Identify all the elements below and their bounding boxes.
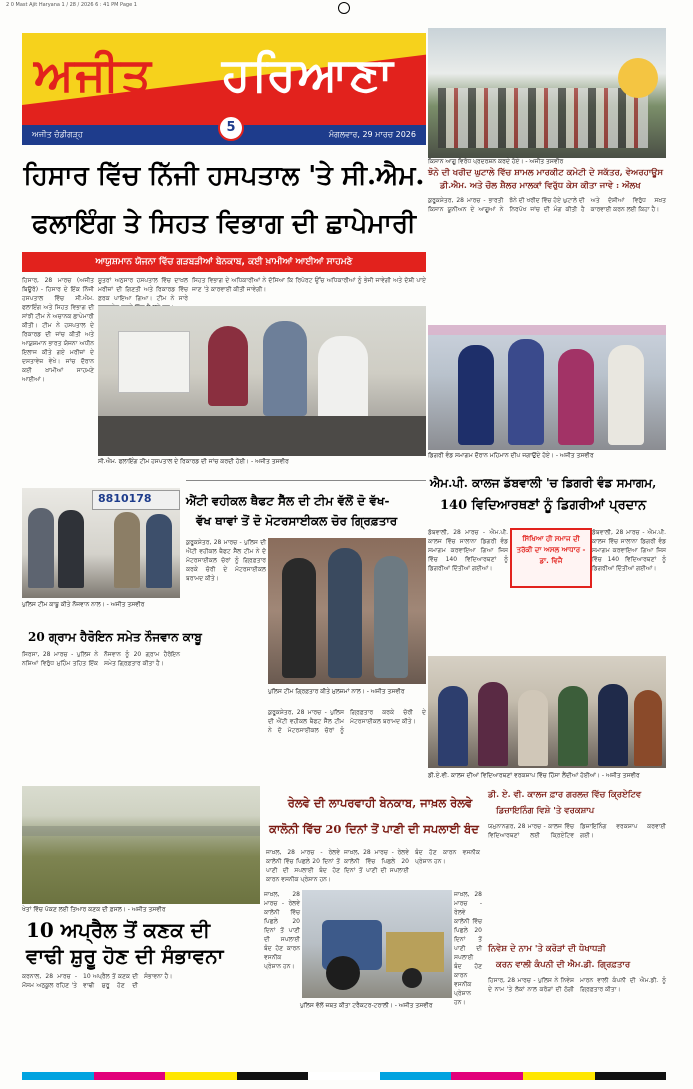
railway-headline-2: ਕਾਲੋਨੀ ਵਿੱਚ 20 ਦਿਨਾਂ ਤੋਂ ਪਾਣੀ ਦੀ ਸਪਲਾਈ ਬੰਦ: [269, 822, 479, 836]
wheat-headline-2: ਵਾਢੀ ਸ਼ੁਰੂ ਹੋਣ ਦੀ ਸੰਭਾਵਨਾ: [26, 944, 224, 968]
workshop-photo: [428, 656, 666, 768]
lead-headline-line2: ਫਲਾਇੰਗ ਤੇ ਸਿਹਤ ਵਿਭਾਗ ਦੀ ਛਾਪੇਮਾਰੀ: [32, 209, 416, 239]
top-right-headline-2: ਡੀ.ਐਮ. ਅਤੇ ਚੌਲ ਸ਼ੈਲਰ ਮਾਲਕਾਂ ਵਿਰੁੱਧ ਕੇਸ ਕੀਤਾ ਜਾਵੇ : ਔਲਖ: [440, 181, 641, 191]
masthead: [22, 33, 426, 145]
top-right-body: ਕੁਰੂਕਸ਼ੇਤਰ, 28 ਮਾਰਚ - ਭਾਰਤੀ ਕਿਸਾਨ ਯੂਨੀਅਨ ਦੇ ਆਗੂਆਂ ਨੇ ਝੋਨੇ ਦੀ ਖਰੀਦ ਵਿੱਚ ਹੋਏ ਘੁਟਾਲੇ ਦੀ ਨਿਰਪੱਖ ਜਾਂਚ ਦੀ ਮੰਗ ਕੀਤੀ ਹੈ ਅਤੇ ਦੋਸ਼ੀਆਂ ਵਿਰੁੱਧ ਸਖ਼ਤ ਕਾਰਵਾਈ ਕਰਨ ਲਈ ਕਿਹਾ ਹੈ।: [428, 197, 666, 213]
lead-headline-line1: ਹਿਸਾਰ ਵਿੱਚ ਨਿੱਜੀ ਹਸਪਤਾਲ 'ਤੇ ਸੀ.ਐਮ.: [23, 161, 425, 191]
farmers-protest-photo: [428, 28, 666, 158]
vehicle-theft-body-2: ਕੁਰੂਕਸ਼ੇਤਰ, 28 ਮਾਰਚ - ਪੁਲਿਸ ਦੀ ਐਂਟੀ ਵਹੀਕਲ ਥੈਫਟ ਸੈੱਲ ਟੀਮ ਨੇ ਦੋ ਮੋਟਰਸਾਈਕਲ ਚੋਰਾਂ ਨੂੰ ਗ੍ਰਿਫ਼ਤਾਰ ਕਰਕੇ ਚੋਰੀ ਦੇ ਮੋਟਰਸਾਈਕਲ ਬਰਾਮਦ ਕੀਤੇ।: [268, 709, 426, 734]
convocation-headline-1: ਐਮ.ਪੀ. ਕਾਲਜ ਡੱਬਵਾਲੀ 'ਚ ਡਿਗਰੀ ਵੰਡ ਸਮਾਗਮ,: [430, 476, 657, 490]
cmyk-color-bar: [22, 1072, 666, 1080]
print-info-strip: 2 0 Mast Ajit Haryana 1 / 28 / 2026 6 : 41 PM Page 1: [6, 2, 137, 8]
masthead-info-bar: [22, 120, 426, 145]
farmers-photo-caption: ਕਿਸਾਨ ਆਗੂ ਵਿਰੋਧ ਪ੍ਰਦਰਸ਼ਨ ਕਰਦੇ ਹੋਏ। - ਅਜੀਤ ਤਸਵੀਰ: [428, 158, 564, 165]
wheat-field-photo: [22, 786, 260, 904]
vehicle-theft-body-cont: [268, 708, 426, 778]
vehicle-theft-caption: ਪੁਲਿਸ ਟੀਮ ਗ੍ਰਿਫ਼ਤਾਰ ਕੀਤੇ ਮੁਲਜ਼ਮਾਂ ਨਾਲ। - ਅਜੀਤ ਤਸਵੀਰ: [268, 688, 405, 695]
tractor-photo-caption: ਪੁਲਿਸ ਵੱਲੋਂ ਜ਼ਬਤ ਕੀਤਾ ਟਰੈਕਟਰ-ਟਰਾਲੀ। - ਅਜੀਤ ਤਸਵੀਰ: [300, 1002, 433, 1009]
dav-headline-1: ਡੀ. ਏ. ਵੀ. ਕਾਲਜ ਫ਼ਾਰ ਗਰਲਜ਼ ਵਿੱਚ ਕ੍ਰਿਏਟਿਵ: [488, 790, 642, 800]
vehicle-theft-body: ਕੁਰੂਕਸ਼ੇਤਰ, 28 ਮਾਰਚ - ਪੁਲਿਸ ਦੀ ਐਂਟੀ ਵਹੀਕਲ ਥੈਫਟ ਸੈੱਲ ਟੀਮ ਨੇ ਦੋ ਮੋਟਰਸਾਈਕਲ ਚੋਰਾਂ ਨੂੰ ਗ੍ਰਿਫ਼ਤਾਰ ਕਰਕੇ ਚੋਰੀ ਦੇ ਮੋਟਰਸਾਈਕਲ ਬਰਾਮਦ ਕੀਤੇ।: [186, 539, 266, 582]
convocation-photo-caption: ਡਿਗਰੀ ਵੰਡ ਸਮਾਗਮ ਦੌਰਾਨ ਮਹਿਮਾਨ ਦੀਪ ਜਗਾਉਂਦੇ ਹੋਏ। - ਅਜੀਤ ਤਸਵੀਰ: [428, 452, 594, 459]
wheat-field-caption: ਖੇਤਾਂ ਵਿੱਚ ਪੱਕਣ ਲਈ ਤਿਆਰ ਕਣਕ ਦੀ ਫ਼ਸਲ। - ਅਜੀਤ ਤਸਵੀਰ: [22, 906, 166, 913]
railway-body-2: ਜਾਖ਼ਲ, 28 ਮਾਰਚ - ਰੇਲਵੇ ਕਾਲੋਨੀ ਵਿੱਚ ਪਿਛਲੇ 20 ਦਿਨਾਂ ਤੋਂ ਪਾਣੀ ਦੀ ਸਪਲਾਈ ਬੰਦ ਹੋਣ ਕਾਰਨ ਵਸਨੀਕ ਪ੍ਰੇਸ਼ਾਨ ਹਨ।: [344, 849, 480, 874]
fraud-headline-1: ਨਿਵੇਸ਼ ਦੇ ਨਾਮ 'ਤੇ ਕਰੋੜਾਂ ਦੀ ਧੋਖਾਧੜੀ: [488, 944, 606, 954]
convocation-body-left: ਡੱਬਵਾਲੀ, 28 ਮਾਰਚ - ਐਮ.ਪੀ. ਕਾਲਜ ਵਿੱਚ ਸਾਲਾਨਾ ਡਿਗਰੀ ਵੰਡ ਸਮਾਗਮ ਕਰਵਾਇਆ ਗਿਆ ਜਿਸ ਵਿੱਚ 140 ਵਿਦਿਆਰਥਣਾਂ ਨੂੰ ਡਿਗਰੀਆਂ ਦਿੱਤੀਆਂ ਗਈਆਂ।: [428, 529, 508, 572]
vehicle-theft-headline-2: ਵੱਖ ਥਾਵਾਂ ਤੋਂ ਦੋ ਮੋਟਰਸਾਈਕਲ ਚੋਰ ਗ੍ਰਿਫ਼ਤਾਰ: [196, 514, 398, 528]
issue-date: ਮੰਗਲਵਾਰ, 29 ਮਾਰਚ 2026: [328, 130, 416, 139]
railway-headline-1: ਰੇਲਵੇ ਦੀ ਲਾਪਰਵਾਹੀ ਬੇਨਕਾਬ, ਜਾਖ਼ਲ ਰੇਲਵੇ: [287, 796, 473, 810]
masthead-word-haryana: ਹਰਿਆਣਾ: [222, 47, 395, 101]
railway-body-4: ਜਾਖ਼ਲ, 28 ਮਾਰਚ - ਰੇਲਵੇ ਕਾਲੋਨੀ ਵਿੱਚ ਪਿਛਲੇ 20 ਦਿਨਾਂ ਤੋਂ ਪਾਣੀ ਦੀ ਸਪਲਾਈ ਬੰਦ ਹੋਣ ਕਾਰਨ ਵਸਨੀਕ ਪ੍ਰੇਸ਼ਾਨ ਹਨ।: [454, 891, 482, 1006]
number-board: 8810178: [98, 492, 152, 505]
workshop-photo-caption: ਡੀ.ਏ.ਵੀ. ਕਾਲਜ ਦੀਆਂ ਵਿਦਿਆਰਥਣਾਂ ਵਰਕਸ਼ਾਪ ਵਿੱਚ ਹਿੱਸਾ ਲੈਂਦੀਆਂ ਹੋਈਆਂ। - ਅਜੀਤ ਤਸਵੀਰ: [428, 772, 640, 779]
page-number-badge: 5: [218, 115, 244, 141]
lead-body-col2: ਸੂਤਰਾਂ ਅਨੁਸਾਰ ਹਸਪਤਾਲ ਵਿੱਚ ਦਾਖ਼ਲ ਮਰੀਜ਼ਾਂ ਦੀ ਗਿਣਤੀ ਅਤੇ ਰਿਕਾਰਡ ਵਿੱਚ ਫ਼ਰਕ ਪਾਇਆ ਗਿਆ। ਟੀਮ ਨੇ ਸਾਰੇ: [98, 277, 188, 302]
top-right-headline-1: ਝੋਨੇ ਦੀ ਖਰੀਦ ਘੁਟਾਲੇ ਵਿੱਚ ਸ਼ਾਮਲ ਮਾਰਕੀਟ ਕਮੇਟੀ ਦੇ ਸਕੱਤਰ, ਵੇਅਰਹਾਊਸ: [428, 168, 664, 178]
heroin-arrest-photo: [22, 488, 180, 598]
convocation-highlight-box: [510, 528, 592, 588]
convocation-body-right: ਡੱਬਵਾਲੀ, 28 ਮਾਰਚ - ਐਮ.ਪੀ. ਕਾਲਜ ਵਿੱਚ ਸਾਲਾਨਾ ਡਿਗਰੀ ਵੰਡ ਸਮਾਗਮ ਕਰਵਾਇਆ ਗਿਆ ਜਿਸ ਵਿੱਚ 140 ਵਿਦਿਆਰਥਣਾਂ ਨੂੰ ਡਿਗਰੀਆਂ ਦਿੱਤੀਆਂ ਗਈਆਂ।: [592, 529, 666, 572]
fraud-body: ਹਿਸਾਰ, 28 ਮਾਰਚ - ਪੁਲਿਸ ਨੇ ਨਿਵੇਸ਼ ਦੇ ਨਾਮ 'ਤੇ ਲੋਕਾਂ ਨਾਲ ਕਰੋੜਾਂ ਦੀ ਠੱਗੀ ਮਾਰਨ ਵਾਲੀ ਕੰਪਨੀ ਦੀ ਐਮ.ਡੀ. ਨੂੰ ਗ੍ਰਿਫ਼ਤਾਰ ਕੀਤਾ।: [488, 977, 666, 993]
convocation-photo: [428, 325, 666, 450]
railway-body-1: ਜਾਖ਼ਲ, 28 ਮਾਰਚ - ਰੇਲਵੇ ਕਾਲੋਨੀ ਵਿੱਚ ਪਿਛਲੇ 20 ਦਿਨਾਂ ਤੋਂ ਪਾਣੀ ਦੀ ਸਪਲਾਈ ਬੰਦ ਹੋਣ ਕਾਰਨ ਵਸਨੀਕ ਪ੍ਰੇਸ਼ਾਨ ਹਨ।: [266, 849, 340, 883]
vehicle-theft-headline-1: ਐਂਟੀ ਵਹੀਕਲ ਥੈਫਟ ਸੈੱਲ ਦੀ ਟੀਮ ਵੱਲੋਂ ਦੋ ਵੱਖ-: [186, 494, 390, 508]
wheat-body: ਕਰਨਾਲ, 28 ਮਾਰਚ - ਮੌਸਮ ਅਨੁਕੂਲ ਰਹਿਣ 'ਤੇ 10 ਅਪ੍ਰੈਲ ਤੋਂ ਕਣਕ ਦੀ ਵਾਢੀ ਸ਼ੁਰੂ ਹੋਣ ਦੀ ਸੰਭਾਵਨਾ ਹੈ।: [22, 973, 173, 989]
lead-headline: [22, 152, 426, 248]
heroin-photo-caption: ਪੁਲਿਸ ਟੀਮ ਕਾਬੂ ਕੀਤੇ ਨੌਜਵਾਨ ਨਾਲ। - ਅਜੀਤ ਤਸਵੀਰ: [22, 601, 145, 608]
heroin-body: ਸਿਰਸਾ, 28 ਮਾਰਚ - ਪੁਲਿਸ ਨੇ ਨਸ਼ਿਆਂ ਵਿਰੁੱਧ ਮੁਹਿੰਮ ਤਹਿਤ ਇੱਕ ਨੌਜਵਾਨ ਨੂੰ 20 ਗ੍ਰਾਮ ਹੈਰੋਇਨ ਸਮੇਤ ਗ੍ਰਿਫ਼ਤਾਰ ਕੀਤਾ ਹੈ।: [22, 651, 180, 667]
hospital-raid-photo: [98, 306, 426, 456]
convocation-headline-2: 140 ਵਿਦਿਆਰਥਣਾਂ ਨੂੰ ਡਿਗਰੀਆਂ ਪ੍ਰਦਾਨ: [440, 498, 647, 513]
wheat-headline-1: 10 ਅਪ੍ਰੈਲ ਤੋਂ ਕਣਕ ਦੀ: [26, 918, 211, 942]
railway-body-3: ਜਾਖ਼ਲ, 28 ਮਾਰਚ - ਰੇਲਵੇ ਕਾਲੋਨੀ ਵਿੱਚ ਪਿਛਲੇ 20 ਦਿਨਾਂ ਤੋਂ ਪਾਣੀ ਦੀ ਸਪਲਾਈ ਬੰਦ ਹੋਣ ਕਾਰਨ ਵਸਨੀਕ ਪ੍ਰੇਸ਼ਾਨ ਹਨ।: [264, 891, 300, 970]
lead-body-col1: ਹਿਸਾਰ, 28 ਮਾਰਚ (ਅਜੀਤ ਬਿਊਰੋ) - ਹਿਸਾਰ ਦੇ ਇੱਕ ਨਿੱਜੀ ਹਸਪਤਾਲ ਵਿੱਚ ਸੀ.ਐਮ. ਫਲਾਇੰਗ ਅਤੇ ਸਿਹਤ ਵਿਭਾਗ ਦੀ ਸਾਂਝੀ ਟੀਮ ਨੇ ਅਚਾਨਕ ਛਾਪੇਮਾਰੀ ਕੀਤੀ। ਟੀਮ ਨੇ ਹਸਪਤਾਲ ਦੇ ਰਿਕਾਰਡ ਦੀ ਜਾਂਚ ਕੀਤੀ ਅਤੇ ਆਯੁਸ਼ਮਾਨ ਭਾਰਤ ਯੋਜਨਾ ਅਧੀਨ ਇਲਾਜ ਕੀਤੇ ਗਏ ਮਰੀਜ਼ਾਂ ਦੇ ਦਸਤਾਵੇਜ਼ ਵੇਖੇ। ਜਾਂਚ ਦੌਰਾਨ ਕਈ ਖ਼ਾਮੀਆਂ ਸਾਹਮਣੇ ਆਈਆਂ।: [22, 277, 94, 383]
hospital-raid-caption: ਸੀ.ਐਮ. ਫਲਾਇੰਗ ਟੀਮ ਹਸਪਤਾਲ ਦੇ ਰਿਕਾਰਡ ਦੀ ਜਾਂਚ ਕਰਦੀ ਹੋਈ। - ਅਜੀਤ ਤਸਵੀਰ: [98, 458, 289, 465]
lead-kicker: ਆਯੁਸ਼ਮਾਨ ਯੋਜਨਾ ਵਿੱਚ ਗੜਬੜੀਆਂ ਬੇਨਕਾਬ, ਕਈ ਖ਼ਾਮੀਆਂ ਆਈਆਂ ਸਾਹਮਣੇ: [22, 252, 426, 272]
dav-headline-2: ਡਿਜ਼ਾਇਨਿੰਗ ਵਿਸ਼ੇ 'ਤੇ ਵਰਕਸ਼ਾਪ: [496, 806, 595, 816]
registration-mark-icon: [338, 2, 350, 14]
tractor-photo: [302, 890, 452, 998]
lead-body-col3: ਸਿਹਤ ਵਿਭਾਗ ਦੇ ਅਧਿਕਾਰੀਆਂ ਨੇ ਦੱਸਿਆ ਕਿ ਰਿਪੋਰਟ ਉੱਚ ਅਧਿਕਾਰੀਆਂ ਨੂੰ ਭੇਜੀ ਜਾਵੇਗੀ ਅਤੇ ਦੋਸ਼ੀ ਪਾਏ ਜਾਣ 'ਤੇ ਕਾਰਵਾਈ ਕੀਤੀ ਜਾਵੇਗੀ।: [192, 277, 426, 293]
convocation-highlight-text: ਸਿੱਖਿਆ ਹੀ ਸਮਾਜ ਦੀ ਤਰੱਕੀ ਦਾ ਅਸਲ ਆਧਾਰ - ਡਾ. ਵਿਜੈ: [516, 535, 586, 565]
heroin-headline: 20 ਗ੍ਰਾਮ ਹੈਰੋਇਨ ਸਮੇਤ ਨੌਜਵਾਨ ਕਾਬੂ: [28, 630, 202, 644]
fraud-headline-2: ਕਰਨ ਵਾਲੀ ਕੰਪਨੀ ਦੀ ਐਮ.ਡੀ. ਗ੍ਰਿਫ਼ਤਾਰ: [496, 960, 631, 970]
masthead-word-ajit: ਅਜੀਤ: [34, 47, 153, 101]
edition-label: ਅਜੀਤ ਚੰਡੀਗੜ੍ਹ: [32, 130, 83, 139]
vehicle-theft-photo: [268, 538, 426, 684]
dav-body: ਯਮੁਨਾਨਗਰ, 28 ਮਾਰਚ - ਕਾਲਜ ਵਿੱਚ ਵਿਦਿਆਰਥਣਾਂ ਲਈ ਕ੍ਰਿਏਟਿਵ ਡਿਜ਼ਾਇਨਿੰਗ ਵਰਕਸ਼ਾਪ ਕਰਵਾਈ ਗਈ।: [488, 823, 666, 839]
